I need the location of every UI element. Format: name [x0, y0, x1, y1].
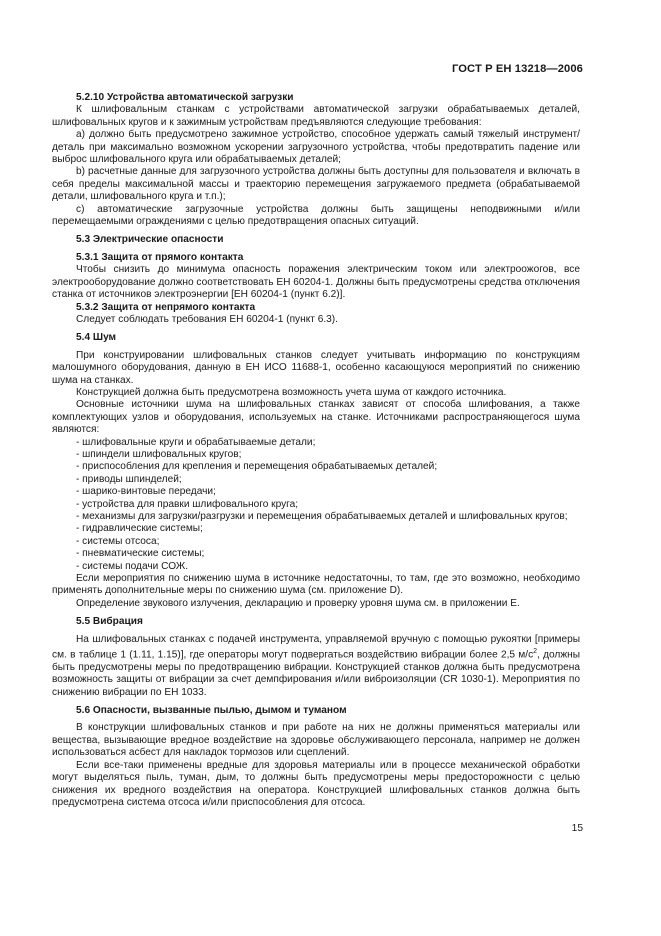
paragraph: При конструировании шлифовальных станков следует учитывать информацию по конструкциям малошумного оборудования, данную в ЕН ИСО 11688-1, особенно касающуюся мероприятий по снижению шума на станках. — [52, 349, 580, 386]
list-item: b) расчетные данные для загрузочного устройства должны быть доступны для пользователя и включать в себя пределы максимальной массы и траекторию перемещения загружаемого предмета (обрабатываемой детали, шлифовального круга и т.п.); — [52, 166, 580, 203]
paragraph: Если все-таки применены вредные для здоровья материалы или в процессе механической обработки могут выделяться пыль, туман, дым, то должны быть предусмотрены меры предосторожности с целью снижения их вредного воздействия на оператора. Конструкцией шлифовальных станков должна быть предусмотрена система отсоса и/или приспособления для отсоса. — [52, 759, 580, 808]
page-content — [52, 92, 580, 809]
list-item: - шлифовальные круги и обрабатываемые детали; — [76, 436, 316, 448]
list-item: - гидравлические системы; — [76, 523, 203, 535]
paragraph: Если мероприятия по снижению шума в источнике недостаточны, то там, где это возможно, необходимо применять дополнительные меры по снижению шума (см. приложение D). — [52, 573, 580, 597]
page-number: 15 — [571, 823, 583, 834]
subsection-heading-5-3-1: 5.3.1 Защита от прямого контакта — [76, 251, 244, 263]
list-item: - приводы шпинделей; — [76, 473, 182, 485]
list-item: - системы подачи СОЖ. — [76, 560, 189, 572]
paragraph: В конструкции шлифовальных станков и при работе на них не должны применяться материалы или вещества, вызывающие вредное воздействие на здоровье обслуживающего персонала, например не должен использоваться асбест для накладок тормозов или сцеплений. — [52, 722, 580, 759]
paragraph: Основные источники шума на шлифовальных станках зависят от способа шлифования, а также комплектующих узлов и оборудования, используемых на станке. Источниками распространяющегося шума являются: — [52, 399, 580, 436]
paragraph: Определение звукового излучения, декларацию и проверку уровня шума см. в приложении Е. — [76, 597, 520, 609]
list-item: - шарико-винтовые передачи; — [76, 486, 216, 498]
text-fragment: , должны быть предусмотрены меры по предотвращению вибрации. Конструкцией станков должна быть предусмотрена возможность защиты от вибрации за счет демпфирования и/или виброизоляции (CR 1030-1). Мероприятия по снижению вибрации по ЕН 1033. — [52, 649, 580, 698]
paragraph: Следует соблюдать требования ЕН 60204-1 (пункт 6.3). — [76, 313, 338, 325]
section-heading-5-5: 5.5 Вибрация — [76, 616, 143, 628]
list-item: - устройства для правки шлифовального круга; — [76, 498, 299, 510]
list-item: - системы отсоса; — [76, 535, 160, 547]
subsection-heading-5-3-2: 5.3.2 Защита от непрямого контакта — [76, 301, 256, 313]
paragraph: К шлифовальным станкам с устройствами автоматической загрузки обрабатываемых деталей, шлифовальных кругов и к зажимным устройствам предъявляются следующие требования: — [52, 104, 580, 128]
list-item: с) автоматические загрузочные устройства должны быть защищены неподвижными и/или перемещаемыми ограждениями с целью предотвращения опасных ситуаций. — [52, 203, 580, 228]
section-heading-5-2-10: 5.2.10 Устройства автоматической загрузки — [76, 92, 294, 103]
superscript: 2 — [533, 648, 538, 656]
paragraph: Конструкцией должна быть предусмотрена возможность учета шума от каждого источника. — [76, 386, 507, 398]
list-item: - механизмы для загрузки/разгрузки и перемещения обрабатываемых деталей и шлифовальных кругов; — [76, 511, 568, 522]
section-heading-5-3: 5.3 Электрические опасности — [76, 234, 224, 246]
section-heading-5-4: 5.4 Шум — [76, 332, 117, 344]
list-item: - пневматические системы; — [76, 548, 205, 560]
list-item: - шпиндели шлифовальных кругов; — [76, 448, 242, 460]
document-header-code: ГОСТ Р ЕН 13218—2006 — [451, 63, 583, 75]
list-item: а) должно быть предусмотрено зажимное устройство, способное удержать самый тяжелый инструмент/деталь при максимально возможном ускорении загрузочного устройства, чтобы предотвратить падение или выброс шлифовального круга или обрабатываемых деталей; — [52, 129, 580, 166]
list-item: - приспособления для крепления и перемещения обрабатываемых деталей; — [76, 461, 438, 473]
paragraph — [52, 634, 580, 699]
section-heading-5-6: 5.6 Опасности, вызванные пылью, дымом и туманом — [76, 705, 347, 717]
paragraph: Чтобы снизить до минимума опасность поражения электрическим током или электроожогов, все электрооборудование должно соответствовать ЕН 60204-1. Должны быть предусмотрены средства отключения станка от источников электроэнергии [ЕН 60204-1 (пункт 6.2)]. — [52, 264, 580, 301]
text-fragment: На шлифовальных станках с подачей инструмента, управляемой вручную с помощью рукоятки [примеры см. в таблице 1 (1.11, 1.15)], где операторы могут подвергаться воздействию вибрации более 2,5 м/с — [52, 633, 580, 661]
